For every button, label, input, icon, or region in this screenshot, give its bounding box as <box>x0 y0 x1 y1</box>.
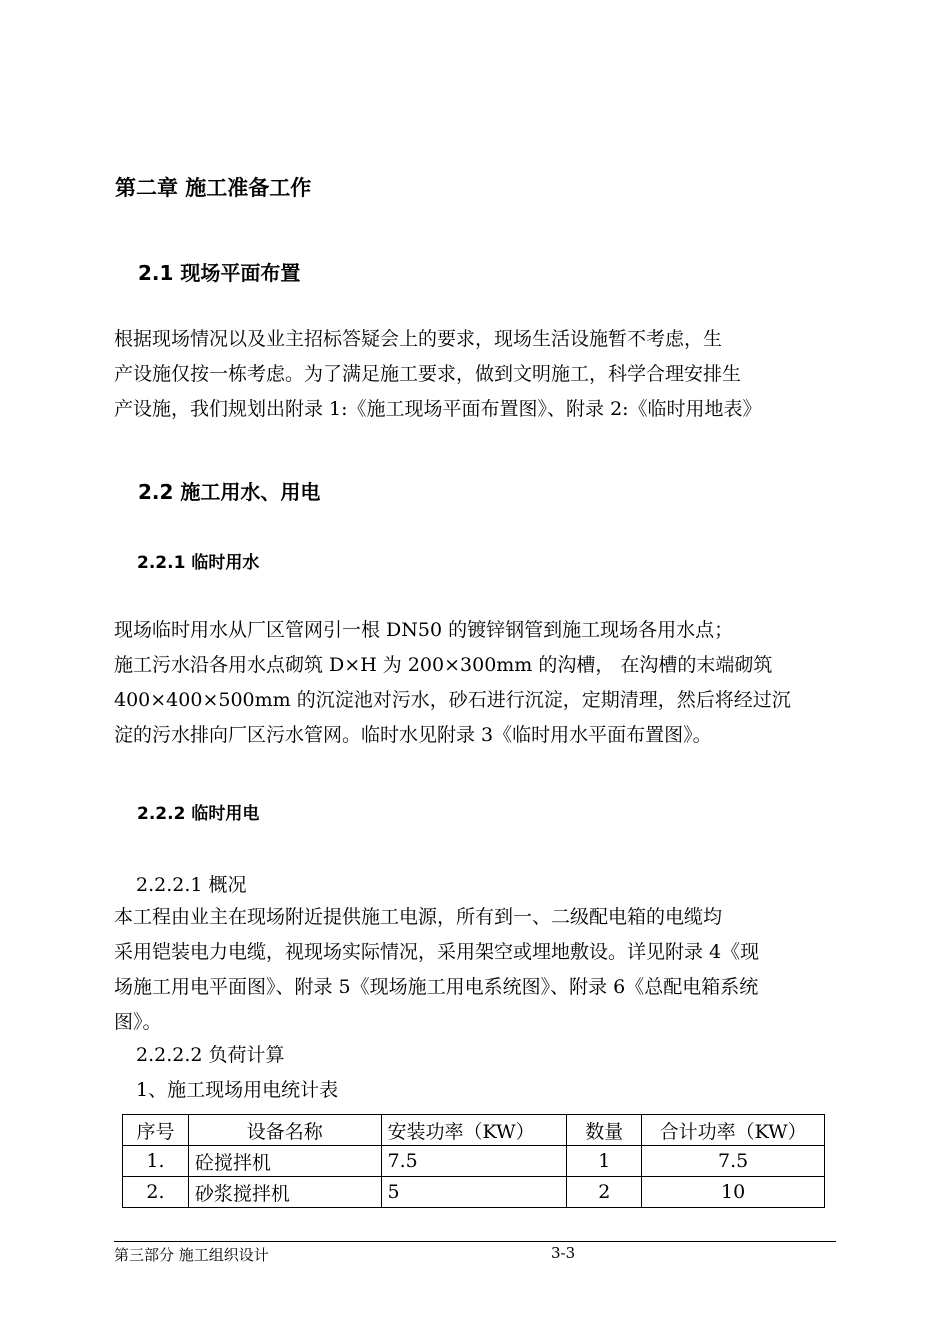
table-cell: 1. <box>123 1146 189 1177</box>
section-2-2-1-paragraph <box>114 613 844 753</box>
table-caption: 1、施工现场用电统计表 <box>136 1079 339 1101</box>
paragraph-line: 施工污水沿各用水点砌筑 D×H 为 200×300mm 的沟槽， 在沟槽的末端砌筑 <box>114 654 773 676</box>
table-cell: 砂浆搅拌机 <box>188 1177 381 1208</box>
paragraph-line: 产设施，我们规划出附录 1:《施工现场平面布置图》、附录 2:《临时用地表》 <box>114 398 762 420</box>
overview-paragraph <box>114 900 844 1040</box>
paragraph-line: 现场临时用水从厂区管网引一根 DN50 的镀锌钢管到施工现场各用水点； <box>114 619 734 641</box>
header-cell: 序号 <box>123 1115 189 1146</box>
table-cell: 5 <box>381 1177 567 1208</box>
paragraph-line: 采用铠装电力电缆，视现场实际情况，采用架空或埋地敷设。详见附录 4《现 <box>114 941 760 963</box>
header-cell: 安装功率（KW） <box>381 1115 567 1146</box>
paragraph-line: 400×400×500mm 的沉淀池对污水，砂石进行沉淀，定期清理，然后将经过沉 <box>114 689 791 711</box>
header-cell: 合计功率（KW） <box>642 1115 825 1146</box>
section-2-2-heading: 2.2 施工用水、用电 <box>138 480 321 504</box>
table-cell: 2 <box>567 1177 642 1208</box>
header-cell: 数量 <box>567 1115 642 1146</box>
page-number: 3-3 <box>551 1244 576 1262</box>
header-cell: 设备名称 <box>188 1115 381 1146</box>
item-2-2-2-2: 2.2.2.2 负荷计算 <box>136 1044 285 1066</box>
table-cell: 10 <box>642 1177 825 1208</box>
paragraph-line: 淀的污水排向厂区污水管网。临时水见附录 3《临时用水平面布置图》。 <box>114 724 712 746</box>
table-row <box>123 1146 825 1177</box>
section-2-1-paragraph <box>114 322 844 427</box>
section-2-1-heading: 2.1 现场平面布置 <box>138 261 301 285</box>
paragraph-line: 图》。 <box>114 1011 162 1033</box>
chapter-title: 第二章 施工准备工作 <box>115 176 312 200</box>
table-cell: 7.5 <box>642 1146 825 1177</box>
table-cell: 2. <box>123 1177 189 1208</box>
table-row <box>123 1177 825 1208</box>
table-cell: 砼搅拌机 <box>188 1146 381 1177</box>
table-cell: 7.5 <box>381 1146 567 1177</box>
table-cell: 1 <box>567 1146 642 1177</box>
section-2-2-2-heading: 2.2.2 临时用电 <box>137 804 260 824</box>
paragraph-line: 场施工用电平面图》、附录 5《现场施工用电系统图》、附录 6《总配电箱系统 <box>114 976 759 998</box>
section-2-2-1-heading: 2.2.1 临时用水 <box>137 553 260 573</box>
table-header-row <box>123 1115 825 1146</box>
power-statistics-table <box>122 1114 825 1208</box>
paragraph-line: 本工程由业主在现场附近提供施工电源，所有到一、二级配电箱的电缆均 <box>114 906 723 928</box>
footer-section-label: 第三部分 施工组织设计 <box>114 1246 269 1264</box>
footer-divider <box>114 1241 836 1242</box>
item-2-2-2-1: 2.2.2.1 概况 <box>136 874 247 896</box>
paragraph-line: 根据现场情况以及业主招标答疑会上的要求，现场生活设施暂不考虑，生 <box>114 328 723 350</box>
paragraph-line: 产设施仅按一栋考虑。为了满足施工要求，做到文明施工，科学合理安排生 <box>114 363 742 385</box>
